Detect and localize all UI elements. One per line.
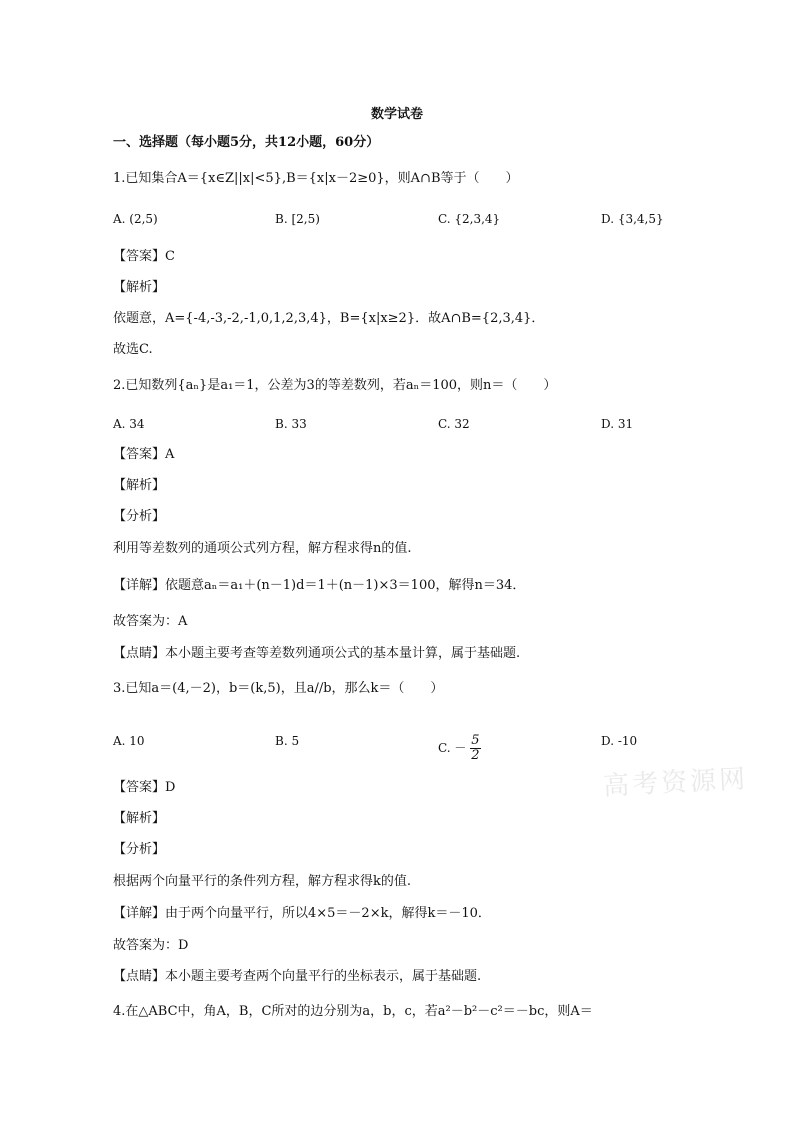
page-title: 数学试卷 bbox=[370, 107, 423, 122]
q3-dianjing: 【点睛】本小题主要考查两个向量平行的坐标表示，属于基础题. bbox=[113, 969, 482, 984]
q2-answer: 【答案】A bbox=[113, 447, 175, 462]
q1-option-c: C. {2,3,4} bbox=[438, 212, 501, 226]
q1-analysis-label: 【解析】 bbox=[113, 280, 166, 295]
q2-dianjing: 【点睛】本小题主要考查等差数列通项公式的基本量计算，属于基础题. bbox=[113, 646, 521, 661]
watermark: 高考资源网 bbox=[602, 764, 749, 802]
q3-answer: 【答案】D bbox=[113, 780, 176, 795]
q3-option-c bbox=[438, 734, 481, 763]
q3-stem: 3.已知a＝(4,－2)，b＝(k,5)，且a//b，那么k＝（ ） bbox=[113, 681, 444, 696]
q2-option-c: C. 32 bbox=[438, 417, 470, 431]
q3-analysis-label: 【解析】 bbox=[113, 811, 166, 826]
q3-conclusion: 故答案为：D bbox=[113, 938, 189, 953]
q1-conclusion: 故选C. bbox=[113, 342, 153, 357]
q2-detail: 【详解】依题意aₙ＝a₁＋(n－1)d＝1＋(n－1)×3＝100，解得n＝34． bbox=[113, 578, 526, 593]
section-heading: 一、选择题（每小题5分，共12小题，60分） bbox=[113, 135, 380, 150]
q3-fenxi-label: 【分析】 bbox=[113, 842, 166, 857]
q2-fenxi-text: 利用等差数列的通项公式列方程，解方程求得n的值. bbox=[113, 541, 412, 556]
q3-option-d: D. -10 bbox=[601, 734, 638, 748]
q3-detail: 【详解】由于两个向量平行，所以4×5＝－2×k，解得k＝－10． bbox=[113, 906, 491, 921]
q1-option-b: B. [2,5) bbox=[275, 212, 320, 226]
q2-conclusion: 故答案为：A bbox=[113, 614, 188, 629]
q1-option-d: D. {3,4,5} bbox=[601, 212, 664, 226]
q2-fenxi-label: 【分析】 bbox=[113, 509, 166, 524]
q2-option-d: D. 31 bbox=[601, 417, 634, 431]
q1-stem: 1.已知集合A＝{x∈Z||x|<5},B＝{x|x－2≥0}，则A∩B等于（ ） bbox=[113, 171, 519, 186]
q3-option-b: B. 5 bbox=[275, 734, 300, 748]
q4-stem: 4.在△ABC中，角A，B，C所对的边分别为a，b，c，若a²－b²－c²＝－bc，则A＝ bbox=[113, 1004, 593, 1019]
q3-option-a: A. 10 bbox=[113, 734, 145, 748]
q1-option-a: A. (2,5) bbox=[113, 212, 158, 226]
q3-option-c-fraction bbox=[470, 734, 480, 763]
q3-frac-denominator: 2 bbox=[471, 748, 480, 763]
q1-answer: 【答案】C bbox=[113, 249, 175, 264]
q2-option-b: B. 33 bbox=[275, 417, 307, 431]
q2-stem: 2.已知数列{aₙ}是a₁＝1，公差为3的等差数列，若aₙ＝100，则n＝（ ） bbox=[113, 378, 557, 393]
q2-option-a: A. 34 bbox=[113, 417, 145, 431]
q3-option-c-label: C. － bbox=[438, 741, 467, 755]
q3-frac-numerator: 5 bbox=[471, 733, 480, 748]
q2-analysis-label: 【解析】 bbox=[113, 478, 166, 493]
q1-detail: 依题意，A={-4,-3,-2,-1,0,1,2,3,4}，B={x|x≥2}．故A∩B={2,3,4}． bbox=[113, 311, 545, 326]
q3-fenxi-text: 根据两个向量平行的条件列方程，解方程求得k的值. bbox=[113, 874, 412, 889]
